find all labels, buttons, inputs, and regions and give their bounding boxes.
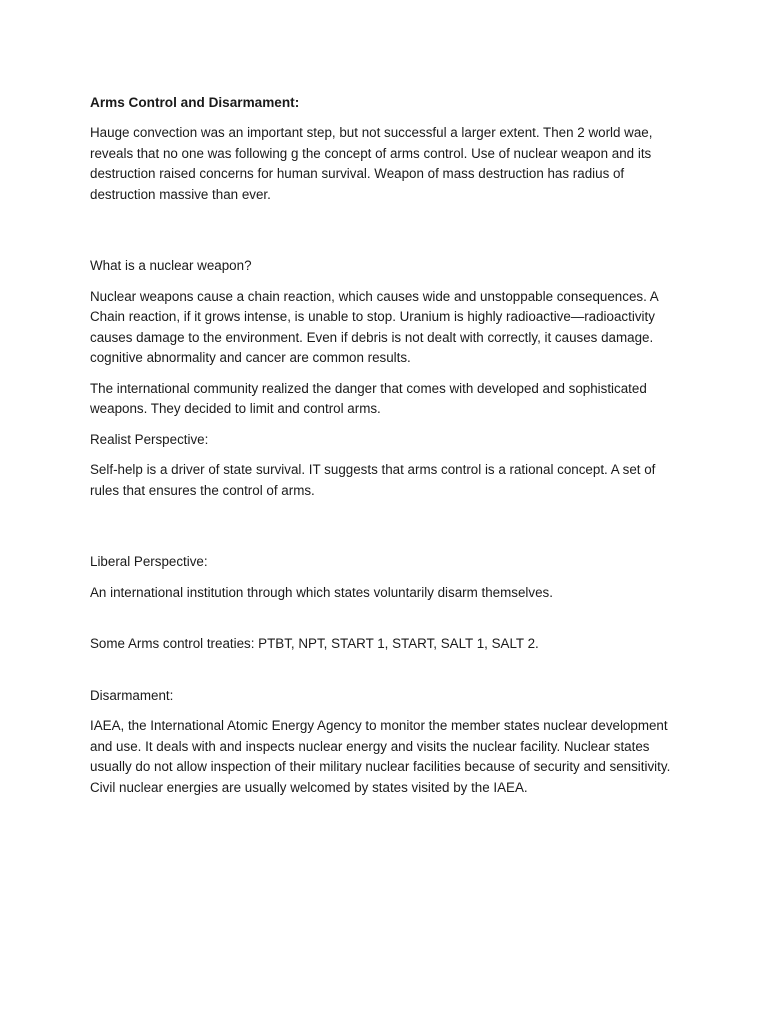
document-title: Arms Control and Disarmament: xyxy=(90,95,300,110)
paragraph-treaties: Some Arms control treaties: PTBT, NPT, START 1, START, SALT 1, SALT 2. xyxy=(90,636,539,651)
paragraph-realist: Self-help is a driver of state survival. IT suggests that arms control is a rational concept. A set of rules that ensures the control of arms. xyxy=(90,462,656,498)
paragraph-international-community: The international community realized the danger that comes with developed and sophisticated weapons. They decided to limit and control arms. xyxy=(90,380,647,416)
paragraph-iaea: IAEA, the International Atomic Energy Agency to monitor the member states nuclear development and use. It deals with and inspects nuclear energy and visits the nuclear facility. Nuclear states usually do not allow inspection of their military nuclear facilities because of security and sensitivity. Civil nuclear energies are usually welcomed by states visited by the IAEA. xyxy=(90,718,671,795)
heading-disarmament: Disarmament: xyxy=(90,687,174,703)
paragraph-chain-reaction: Nuclear weapons cause a chain reaction, which causes wide and unstoppable consequences. A Chain reaction, if it grows intense, is unable to stop. Uranium is highly radioactive—radioactivity causes damage to the environment. Even if debris is not dealt with correctly, it causes damage. cognitive abnormality and cancer are common results. xyxy=(90,288,658,365)
heading-liberal-perspective: Liberal Perspective: xyxy=(90,554,208,569)
heading-nuclear-weapon: What is a nuclear weapon? xyxy=(90,258,252,273)
heading-realist-perspective: Realist Perspective: xyxy=(90,431,209,447)
paragraph-liberal: An international institution through which states voluntarily disarm themselves. xyxy=(90,584,553,600)
paragraph-hague-convention: Hauge convection was an important step, but not successful a larger extent. Then 2 world wae, reveals that no one was following g the concept of arms control. Use of nuclear weapon and its destruction raised concerns for human survival. Weapon of mass destruction has radius of destruction massive than ever. xyxy=(90,125,653,202)
document-page xyxy=(90,93,680,798)
